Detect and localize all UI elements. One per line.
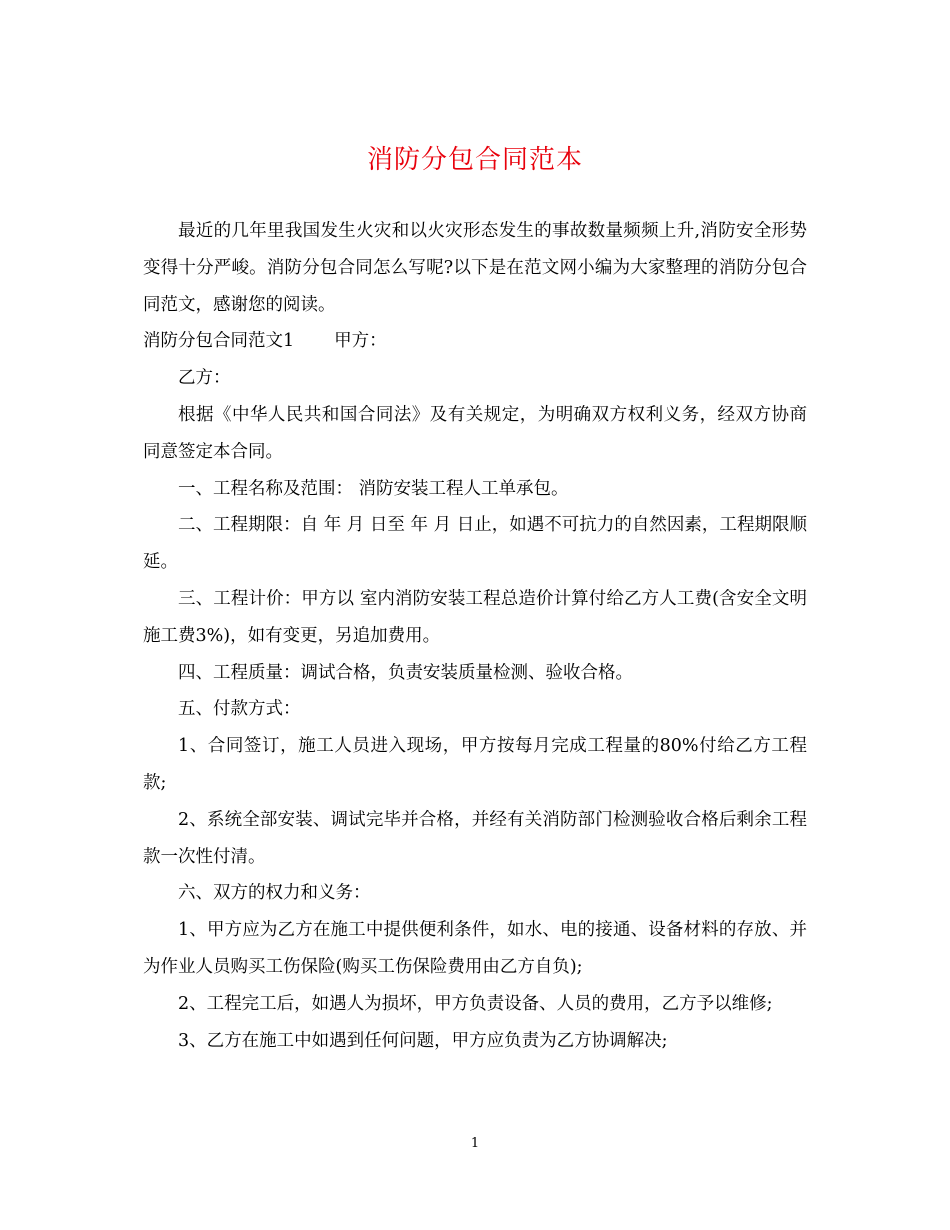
clause-payment-item-2: 2、系统全部安装、调试完毕并合格，并经有关消防部门检测验收合格后剩余工程款一次性付清。 (143, 809, 807, 867)
clause-rights-heading: 六、双方的权力和义务： (178, 883, 371, 904)
party-a-label: 甲方： (334, 331, 387, 352)
document-body (143, 213, 807, 1059)
intro-paragraph: 最近的几年里我国发生火灾和以火灾形态发生的事故数量频频上升,消防安全形势变得十分严峻。消防分包合同怎么写呢?以下是在范文网小编为大家整理的消防分包合同范文，感谢您的阅读。 (143, 221, 807, 315)
clause-project-period: 二、工程期限：自 年 月 日至 年 月 日止，如遇不可抗力的自然因素，工程期限顺延。 (143, 515, 807, 573)
page-number: 1 (470, 1136, 480, 1151)
clause-project-scope: 一、工程名称及范围： 消防安装工程人工单承包。 (178, 478, 569, 499)
clause-rights-item-3: 3、乙方在施工中如遇到任何问题，甲方应负责为乙方协调解决; (178, 1030, 668, 1051)
clause-payment-heading: 五、付款方式： (178, 699, 301, 720)
section-heading-line (143, 323, 807, 360)
party-b-label: 乙方： (178, 368, 231, 389)
document-title: 消防分包合同范本 (366, 145, 583, 175)
clause-rights-item-2: 2、工程完工后，如遇人为损坏，甲方负责设备、人员的费用，乙方予以维修; (178, 993, 773, 1014)
section-heading: 消防分包合同范文1 (143, 331, 295, 352)
clause-quality: 四、工程质量：调试合格，负责安装质量检测、验收合格。 (178, 662, 633, 683)
clause-payment-item-1: 1、合同签订，施工人员进入现场，甲方按每月完成工程量的80%付给乙方工程款; (143, 736, 807, 793)
preamble-paragraph: 根据《中华人民共和国合同法》及有关规定，为明确双方权利义务，经双方协商同意签定本合同。 (143, 404, 807, 462)
clause-pricing: 三、工程计价：甲方以 室内消防安装工程总造价计算付给乙方人工费(含安全文明施工费3%)，如有变更，另追加费用。 (143, 588, 807, 646)
clause-rights-item-1: 1、甲方应为乙方在施工中提供便利条件，如水、电的接通、设备材料的存放、并为作业人员购买工伤保险(购买工伤保险费用由乙方自负); (143, 920, 807, 977)
